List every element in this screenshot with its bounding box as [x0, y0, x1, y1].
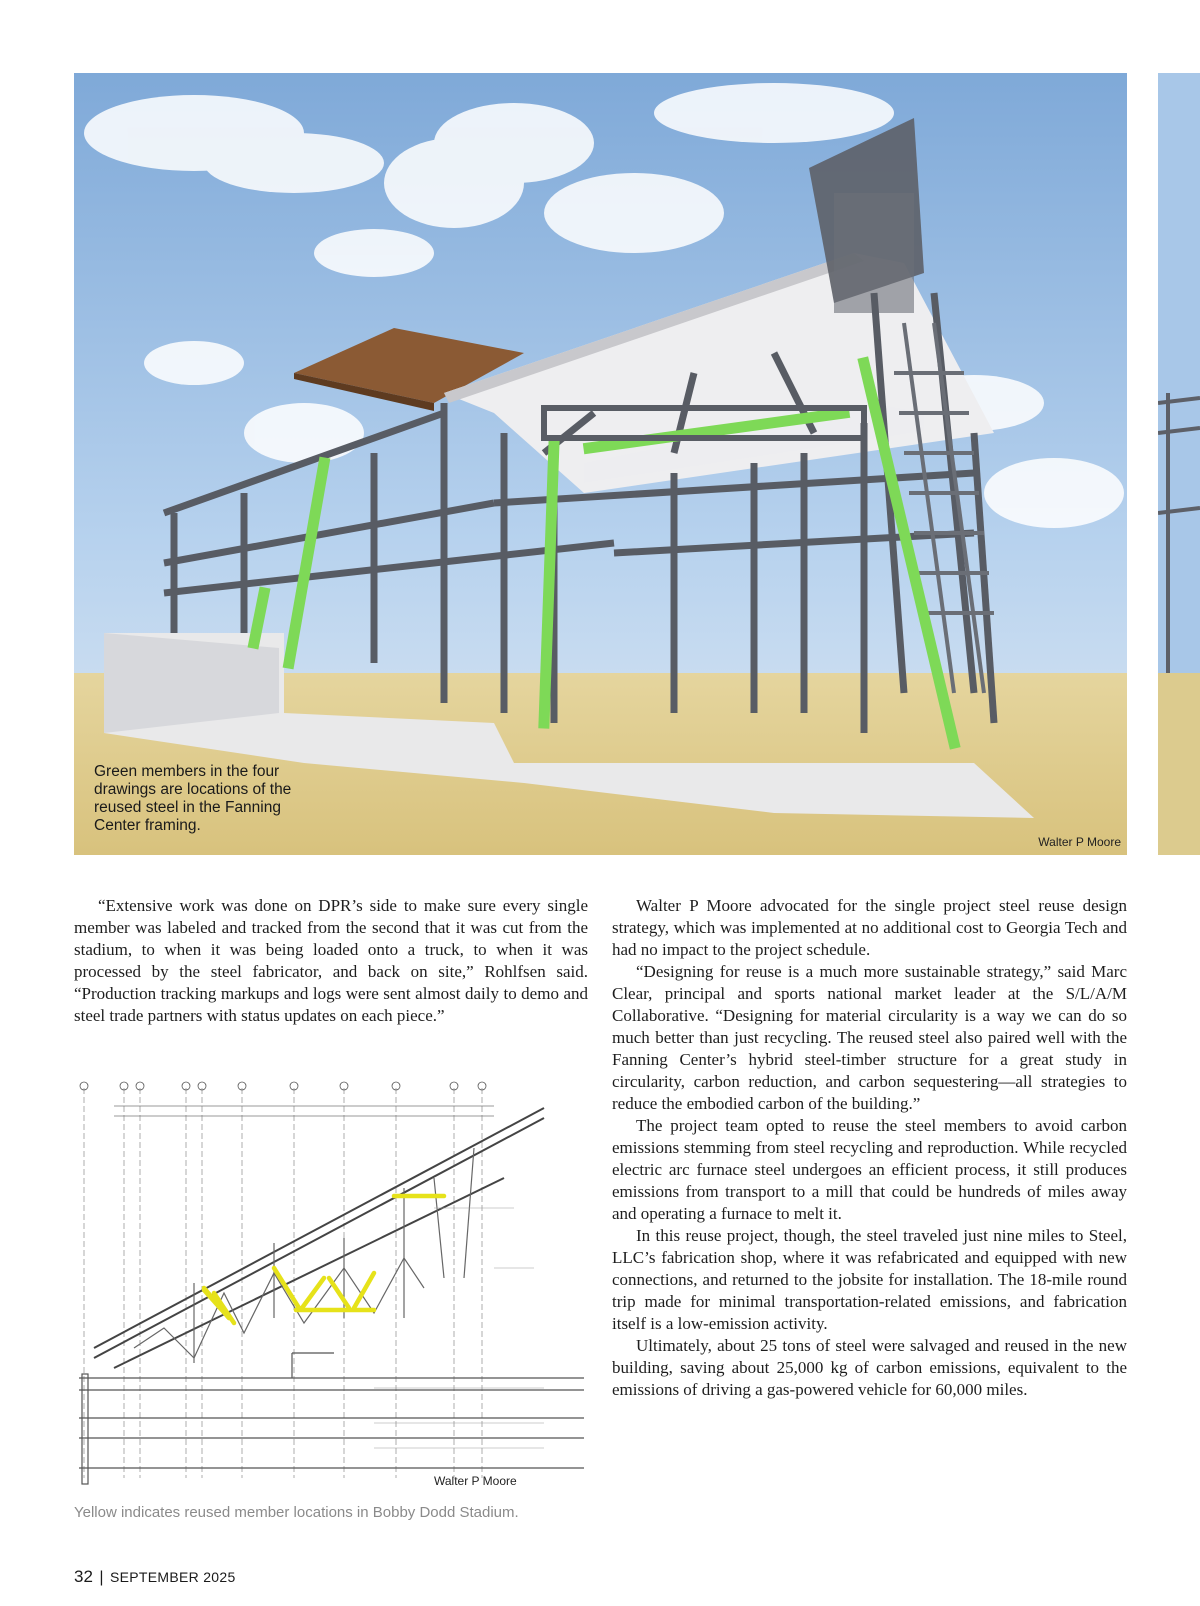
drawing-caption: Yellow indicates reused member locations in Bobby Dodd Stadium.: [74, 1504, 519, 1521]
article-paragraph: In this reuse project, though, the steel traveled just nine miles to Steel, LLC’s fabrication shop, where it was refabricated and equipped with new connections, and returned to the jobsite for installation. The 18-mile round trip made for minimal transportation-related emissions, and fabrication itself is a low-emission activity.: [612, 1226, 1127, 1333]
article-right-column: [612, 895, 1127, 1401]
steel-frame-rendering-image: [74, 73, 1127, 855]
hero-caption: Green members in the four drawings are locations of the reused steel in the Fanning Center framing.: [94, 763, 292, 834]
page-footer: [74, 1567, 236, 1587]
article-left-column: [74, 895, 588, 1027]
article-paragraph: Walter P Moore advocated for the single project steel reuse design strategy, which was implemented at no additional cost to Georgia Tech and had no impact to the project schedule.: [612, 896, 1127, 959]
footer-separator: |: [99, 1569, 104, 1586]
drawing-credit: Walter P Moore: [434, 1474, 517, 1488]
article-paragraph: “Extensive work was done on DPR’s side to make sure every single member was labeled and tracked from the second that it was cut from the stadium, to when it was being loaded onto a truck, to when it was processed by the steel fabricator, and back on site,” Rohlfsen said. “Production tracking markups and logs were sent almost daily to demo and steel trade partners with status updates on each piece.”: [74, 896, 588, 1025]
page-number: 32: [74, 1567, 93, 1586]
article-paragraph: Ultimately, about 25 tons of steel were salvaged and reused in the new building, saving about 25,000 kg of carbon emissions, equivalent to the emissions of driving a gas-powered vehicle for 60,000 miles.: [612, 1336, 1127, 1399]
article-paragraph: The project team opted to reuse the steel members to avoid carbon emissions stemming from steel recycling and reproduction. While recycled electric arc furnace steel undergoes an efficient process, it still produces emissions from transport to a mill that could be hundreds of miles away and operating a furnace to melt it.: [612, 1116, 1127, 1223]
bobby-dodd-section-drawing-image: [74, 1078, 588, 1498]
adjacent-page-photo-edge: [1158, 73, 1200, 855]
hero-rendering: [74, 73, 1127, 855]
issue-date: SEPTEMBER 2025: [109, 1569, 236, 1585]
hero-photo-credit: Walter P Moore: [1038, 835, 1121, 849]
stadium-section-drawing: [74, 1078, 588, 1498]
article-paragraph: “Designing for reuse is a much more sustainable strategy,” said Marc Clear, principal and sports national market leader at the S/L/A/M Collaborative. “Designing for material circularity is a way we can do so much better than just recycling. The reused steel also paired well with the Fanning Center’s hybrid steel-timber structure for a great study in circularity, carbon reduction, and carbon sequestering—all strategies to reduce the embodied carbon of the building.”: [612, 962, 1127, 1113]
